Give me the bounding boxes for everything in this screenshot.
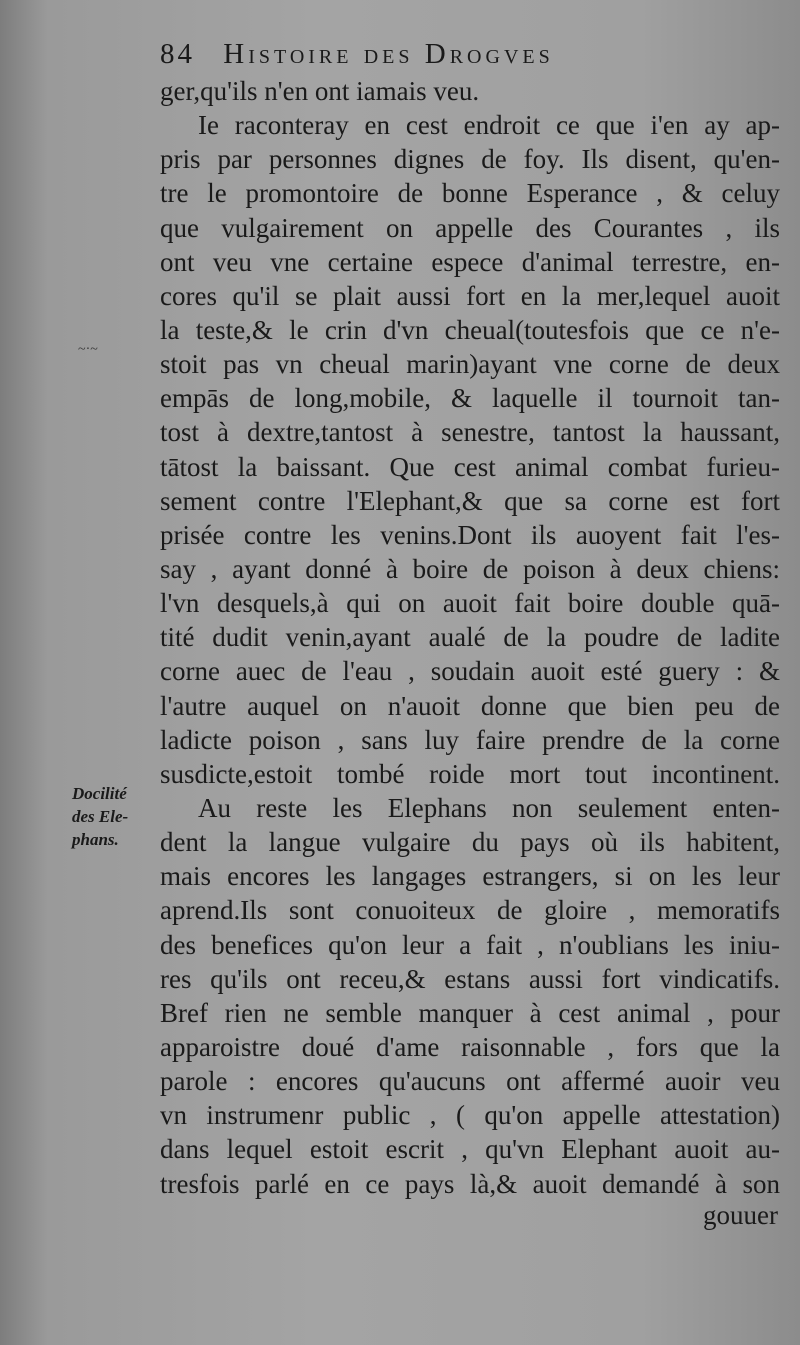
text-line: ladicte poison , sans luy faire prendre de la corne <box>160 724 780 755</box>
text-line: Au reste les Elephans non seulement enten- <box>198 792 780 823</box>
text-line: tost à dextre,tantost à senestre, tantost la haussant, <box>160 417 780 448</box>
margin-note <box>72 782 154 851</box>
text-line: dent la langue vulgaire du pays où ils habitent, <box>160 827 780 858</box>
text-line: ont veu vne certaine espece d'animal terrestre, en- <box>160 246 780 277</box>
text-line: empās de long,mobile, & laquelle il tournoit tan- <box>160 383 780 414</box>
text-line: corne auec de l'eau , soudain auoit esté guery : & <box>160 656 780 687</box>
text-line: mais encores les langages estrangers, si on les leur <box>160 861 780 892</box>
page-number: 84 <box>160 38 195 70</box>
text-line: Bref rien ne semble manquer à cest animal , pour <box>160 997 780 1028</box>
text-line: la teste,& le crin d'vn cheual(toutesfois que ce n'e- <box>160 314 780 345</box>
catchword: gouuer <box>703 1200 778 1230</box>
page-header <box>160 38 720 78</box>
margin-note-line: des Ele- <box>72 807 129 826</box>
text-line: tre le promontoire de bonne Esperance , & celuy <box>160 178 780 209</box>
text-line: Ie raconteray en cest endroit ce que i'en ay ap- <box>198 110 780 141</box>
text-line: tresfois parlé en ce pays là,& auoit demandé à son <box>160 1168 780 1199</box>
text-line: stoit pas vn cheual marin)ayant vne corne de deux <box>160 349 780 380</box>
text-line: des benefices qu'on leur a fait , n'oublians les iniu- <box>160 929 780 960</box>
text-line: tātost la baissant. Que cest animal combat furieu- <box>160 451 780 482</box>
margin-note-line: Docilité <box>72 784 127 803</box>
running-head: Histoire des Drogves <box>223 38 554 70</box>
text-line: apparoistre doué d'ame raisonnable , fors que la <box>160 1031 780 1062</box>
text-line: susdicte,estoit tombé roide mort tout incontinent. <box>160 758 780 789</box>
text-line: l'vn desquels,à qui on auoit fait boire double quā- <box>160 588 780 619</box>
text-line: vn instrumenr public , ( qu'on appelle attestation) <box>160 1100 780 1131</box>
body-text <box>160 74 780 1201</box>
text-line: pris par personnes dignes de foy. Ils disent, qu'en- <box>160 144 780 175</box>
text-line: res qu'ils ont receu,& estans aussi fort vindicatifs. <box>160 963 780 994</box>
marginal-mark: ~·~ <box>78 342 98 357</box>
text-line: parole : encores qu'aucuns ont affermé auoir veu <box>160 1066 780 1097</box>
text-line: cores qu'il se plait aussi fort en la mer,lequel auoit <box>160 280 780 311</box>
margin-note-line: phans. <box>72 830 119 849</box>
text-line: sement contre l'Elephant,& que sa corne est fort <box>160 485 780 516</box>
text-line: say , ayant donné à boire de poison à deux chiens: <box>160 553 780 584</box>
text-line: prisée contre les venins.Dont ils auoyent fait l'es- <box>160 519 780 550</box>
text-line: l'autre auquel on n'auoit donne que bien peu de <box>160 690 780 721</box>
text-line: tité dudit venin,ayant aualé de la poudre de ladite <box>160 622 780 653</box>
text-line: dans lequel estoit escrit , qu'vn Elephant auoit au- <box>160 1134 780 1165</box>
text-line: que vulgairement on appelle des Courantes , ils <box>160 212 780 243</box>
text-line: aprend.Ils sont conuoiteux de gloire , memoratifs <box>160 895 780 926</box>
text-line: ger,qu'ils n'en ont iamais veu. <box>160 76 480 106</box>
